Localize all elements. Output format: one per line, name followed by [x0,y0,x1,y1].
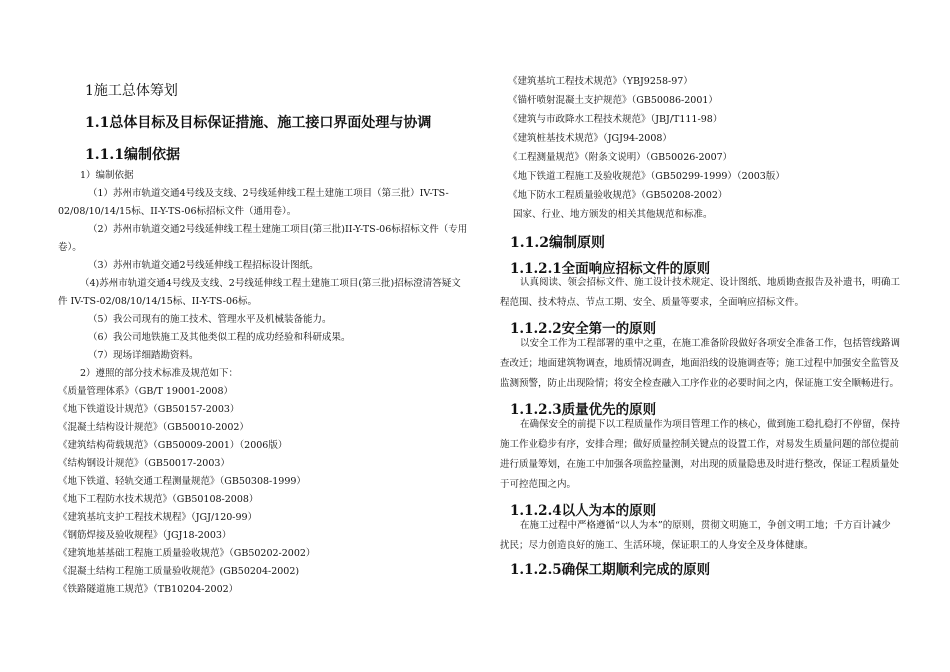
standard-item: 《建筑与市政降水工程技术规范》（JBJ/T111-98） [508,114,723,125]
basis-item: 卷）。 [58,242,82,253]
standard-item: 《地下铁道工程施工及验收规范》（GB50299-1999）（2003版） [508,171,785,182]
standards-note: 国家、行业、地方颁发的相关其他规范和标准。 [513,209,713,220]
basis-label: 1）编制依据 [80,170,134,181]
basis-item: （6）我公司地铁施工及其他类似工程的成功经验和科研成果。 [88,332,351,343]
basis-item: （1）苏州市轨道交通4号线及支线、2号线延伸线工程土建施工项目（第三批）IV-TS- [88,188,449,199]
standard-item: 《地下工程防水技术规范》（GB50108-2008） [58,494,259,505]
principle-heading: 1.1.2.2安全第一的原则 [510,321,657,337]
principle-heading: 1.1.2.3质量优先的原则 [510,402,657,418]
standard-item: 《地下铁道、轻轨交通工程测量规范》（GB50308-1999） [58,476,306,487]
standard-item: 《质量管理体系》（GB/T 19001-2008） [58,386,233,397]
standards-label: 2）遵照的部分技术标准及规范如下： [80,368,239,379]
basis-item: 02/08/10/14/15标、II-Y-TS-06标招标文件（通用卷）。 [58,206,297,217]
standard-item: 《结构钢设计规范》（GB50017-2003） [58,458,230,469]
standard-item: 《地下防水工程质量验收规范》（GB50208-2002） [508,190,728,201]
standard-item: 《建筑基坑工程技术规范》（YBJ9258-97） [508,76,693,87]
section-heading: 1.1总体目标及目标保证措施、施工接口界面处理与协调 [85,115,432,131]
standard-item: 《钢筋焊接及验收规程》（JGJ18-2003） [58,530,232,541]
basis-item: （4)苏州市轨道交通4号线及支线、2号线延伸线工程土建施工项目(第三批)招标澄清答疑文 [80,278,461,289]
basis-item: 件 IV-TS-02/08/10/14/15标、II-Y-TS-06标。 [58,296,258,307]
principle-text: 在确保安全的前提下以工程质量作为项目管理工作的核心，做到施工稳扎稳打不停留，保持施工作业稳步有序，安排合理；做好质量控制关键点的设置工作，对易发生质量问题的部位提前进行质量筹划，在施工中加强各项监控量测，对出现的质量隐患及时进行整改，保证工程质量处于可控范围之内。 [500,419,901,490]
principle-heading: 1.1.2.4以人为本的原则 [510,503,657,519]
chapter-heading: 1施工总体筹划 [85,83,178,99]
standard-item: 《铁路隧道施工规范》（TB10204-2002） [58,584,239,595]
standard-item: 《混凝土结构工程施工质量验收规范》(GB50204-2002) [58,566,300,577]
principle-text: 认真阅读、领会招标文件、施工设计技术规定、设计图纸、地质勘查报告及补遗书，明确工程范围、技术特点、节点工期、安全、质量等要求，全面响应招标文件。 [500,277,901,308]
standard-item: 《建筑地基基础工程施工质量验收规范》（GB50202-2002） [58,548,316,559]
standard-item: 《地下铁道设计规范》（GB50157-2003） [58,404,240,415]
principle-text: 以安全工作为工程部署的重中之重，在施工准备阶段做好各项安全准备工作，包括管线路调查改迁；地面建筑物调查，地质情况调查，地面沿线的设施调查等；施工过程中加强安全监管及监测预警，防止出现险情；将安全检查融入工序作业的必要时间之内，保证施工安全顺畅进行。 [500,338,901,389]
principle-heading: 1.1.2.5确保工期顺利完成的原则 [510,562,711,578]
basis-item: （5）我公司现有的施工技术、管理水平及机械装备能力。 [88,314,332,325]
subsection-heading-basis: 1.1.1编制依据 [85,147,180,163]
standard-item: 《建筑结构荷载规范》（GB50009-2001）（2006版） [58,440,288,451]
standard-item: 《建筑基坑支护工程技术规程》（JGJ/120-99） [58,512,258,523]
principle-heading: 1.1.2.1全面响应招标文件的原则 [510,261,711,277]
basis-item: （3）苏州市轨道交通2号线延伸线工程招标设计图纸。 [88,260,319,271]
basis-item: （7）现场详细踏勘资料。 [88,350,199,361]
basis-item: （2）苏州市轨道交通2号线延伸线工程土建施工项目(第三批)II-Y-TS-06标招标文件（专用 [88,224,468,235]
standard-item: 《工程测量规范》（附条文说明）（GB50026-2007） [508,152,733,163]
standard-item: 《建筑桩基技术规范》（JGJ94-2008） [508,133,672,144]
standard-item: 《混凝土结构设计规范》（GB50010-2002） [58,422,249,433]
principle-text: 在施工过程中严格遵循“以人为本”的原则，贯彻文明施工，争创文明工地；千方百计减少扰民；尽力创造良好的施工、生活环境，保证职工的人身安全及身体健康。 [500,520,891,551]
subsection-heading-principles: 1.1.2编制原则 [510,235,605,251]
standard-item: 《锚杆喷射混凝土支护规范》（GB50086-2001） [508,95,718,106]
